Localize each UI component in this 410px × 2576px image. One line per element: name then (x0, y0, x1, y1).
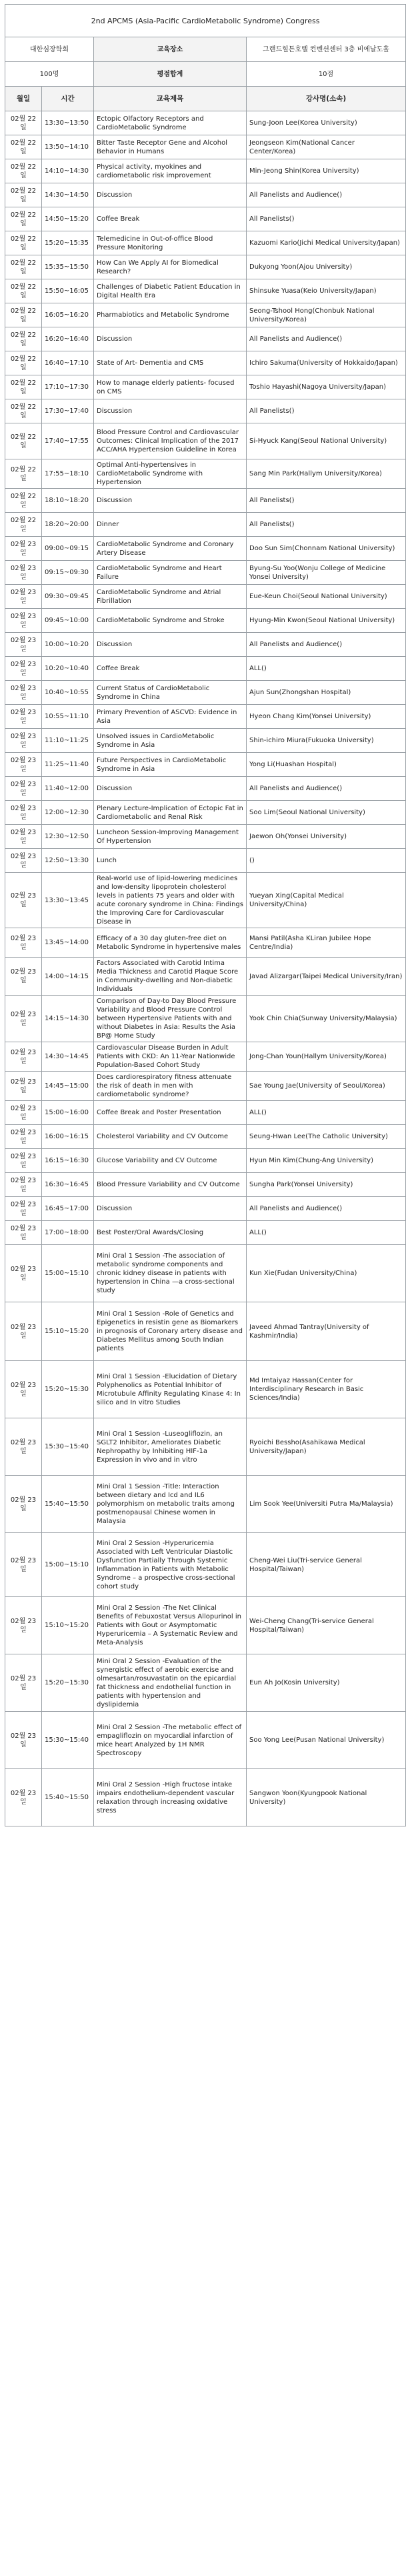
row-date: 02월 23일 (5, 1712, 42, 1769)
row-speaker: All Panelists() (247, 489, 406, 513)
row-time: 14:45~15:00 (42, 1072, 94, 1101)
row-time: 17:10~17:30 (42, 375, 94, 399)
row-speaker: Mansi Patil(Asha KLiran Jubilee Hope Centre/India) (247, 928, 406, 958)
row-subject: Mini Oral 1 Session -Luseogliflozin, an SGLT2 Inhibitor, Ameliorates Diabetic Nephropathy by Inhibiting HIF-1a Expression in vivo and in vitro (94, 1418, 247, 1476)
row-time: 09:00~09:15 (42, 537, 94, 561)
row-speaker: All Panelists and Audience() (247, 1197, 406, 1221)
row-speaker: Toshio Hayashi(Nagoya University/Japan) (247, 375, 406, 399)
row-time: 15:30~15:40 (42, 1418, 94, 1476)
row-date: 02월 22일 (5, 231, 42, 255)
row-date: 02월 22일 (5, 513, 42, 537)
table-row (5, 825, 406, 849)
table-row (5, 1042, 406, 1072)
row-subject: Cardiovascular Disease Burden in Adult Patients with CKD: An 11-Year Nationwide Population-Based Cohort Study (94, 1042, 247, 1072)
row-time: 16:40~17:10 (42, 351, 94, 375)
row-speaker: ALL() (247, 657, 406, 681)
table-row (5, 801, 406, 825)
row-subject: Physical activity, myokines and cardiometabolic risk improvement (94, 159, 247, 183)
header-subject: 교육제목 (94, 87, 247, 111)
row-subject: How to manage elderly patients- focused on CMS (94, 375, 247, 399)
row-time: 14:30~14:50 (42, 183, 94, 207)
row-date: 02월 22일 (5, 159, 42, 183)
row-time: 09:15~09:30 (42, 561, 94, 585)
row-speaker: Ryoichi Bessho(Asahikawa Medical University/Japan) (247, 1418, 406, 1476)
table-row (5, 303, 406, 327)
row-time: 17:00~18:00 (42, 1221, 94, 1245)
row-date: 02월 23일 (5, 958, 42, 996)
row-subject: CardioMetabolic Syndrome and Heart Failure (94, 561, 247, 585)
row-time: 12:00~12:30 (42, 801, 94, 825)
row-time: 14:00~14:15 (42, 958, 94, 996)
venue-value: 그랜드힐튼호텔 컨벤션센터 3층 비에날도홀 (247, 37, 406, 62)
row-date: 02월 23일 (5, 801, 42, 825)
table-row (5, 585, 406, 609)
row-date: 02월 23일 (5, 681, 42, 705)
row-subject: Discussion (94, 489, 247, 513)
row-time: 12:30~12:50 (42, 825, 94, 849)
table-row (5, 609, 406, 633)
row-date: 02월 22일 (5, 399, 42, 423)
row-date: 02월 23일 (5, 729, 42, 753)
row-time: 15:20~15:30 (42, 1654, 94, 1712)
row-speaker: ALL() (247, 1101, 406, 1125)
row-date: 02월 23일 (5, 537, 42, 561)
row-speaker: Kazuomi Kario(Jichi Medical University/Japan) (247, 231, 406, 255)
table-row (5, 1302, 406, 1361)
table-row (5, 183, 406, 207)
table-row (5, 633, 406, 657)
row-speaker: Eun Ah Jo(Kosin University) (247, 1654, 406, 1712)
row-time: 15:00~15:10 (42, 1533, 94, 1597)
row-time: 15:00~15:10 (42, 1245, 94, 1302)
table-row (5, 1197, 406, 1221)
row-speaker: Lim Sook Yee(Universiti Putra Ma/Malaysia) (247, 1476, 406, 1533)
row-subject: Mini Oral 1 Session -The association of metabolic syndrome components and chronic kidney disease in patients with hypertension in China —a cross-sectional study (94, 1245, 247, 1302)
row-time: 17:40~17:55 (42, 423, 94, 459)
row-date: 02월 23일 (5, 928, 42, 958)
row-time: 10:20~10:40 (42, 657, 94, 681)
row-speaker: Sae Young Jae(University of Seoul/Korea) (247, 1072, 406, 1101)
row-speaker: All Panelists and Audience() (247, 777, 406, 801)
row-date: 02월 22일 (5, 111, 42, 135)
row-subject: CardioMetabolic Syndrome and Stroke (94, 609, 247, 633)
row-subject: Optimal Anti-hypertensives in CardioMetabolic Syndrome with Hypertension (94, 459, 247, 489)
row-date: 02월 22일 (5, 423, 42, 459)
row-subject: Discussion (94, 399, 247, 423)
row-speaker: Wei-Cheng Chang(Tri-service General Hospital/Taiwan) (247, 1597, 406, 1654)
row-subject: Bitter Taste Receptor Gene and Alcohol Behavior in Humans (94, 135, 247, 159)
schedule-table (5, 4, 406, 1826)
table-row (5, 111, 406, 135)
row-date: 02월 23일 (5, 561, 42, 585)
row-subject: Pharmabiotics and Metabolic Syndrome (94, 303, 247, 327)
table-row (5, 399, 406, 423)
row-speaker: Byung-Su Yoo(Wonju College of Medicine Yonsei University) (247, 561, 406, 585)
row-speaker: Jaewon Oh(Yonsei University) (247, 825, 406, 849)
row-time: 13:45~14:00 (42, 928, 94, 958)
row-subject: Blood Pressure Control and Cardiovascular Outcomes: Clinical Implication of the 2017 ACC/AHA Hypertension Guideline in Korea (94, 423, 247, 459)
table-row (5, 375, 406, 399)
row-date: 02월 23일 (5, 1769, 42, 1826)
row-date: 02월 23일 (5, 1221, 42, 1245)
row-speaker: () (247, 849, 406, 873)
row-date: 02월 23일 (5, 1361, 42, 1418)
row-subject: Ectopic Olfactory Receptors and CardioMetabolic Syndrome (94, 111, 247, 135)
row-subject: Discussion (94, 183, 247, 207)
row-time: 10:40~10:55 (42, 681, 94, 705)
row-time: 16:15~16:30 (42, 1149, 94, 1173)
row-date: 02월 23일 (5, 1072, 42, 1101)
table-row (5, 996, 406, 1042)
row-date: 02월 22일 (5, 375, 42, 399)
row-subject: Telemedicine in Out-of-office Blood Pressure Monitoring (94, 231, 247, 255)
row-subject: Discussion (94, 1197, 247, 1221)
row-time: 16:00~16:15 (42, 1125, 94, 1149)
row-subject: Best Poster/Oral Awards/Closing (94, 1221, 247, 1245)
row-speaker: Cheng-Wei Liu(Tri-service General Hospital/Taiwan) (247, 1533, 406, 1597)
table-row (5, 657, 406, 681)
table-row (5, 777, 406, 801)
row-subject: CardioMetabolic Syndrome and Atrial Fibrillation (94, 585, 247, 609)
row-speaker: Doo Sun Sim(Chonnam National University) (247, 537, 406, 561)
row-subject: Efficacy of a 30 day gluten-free diet on Metabolic Syndrome in hypertensive males (94, 928, 247, 958)
row-time: 16:05~16:20 (42, 303, 94, 327)
table-row (5, 327, 406, 351)
row-date: 02월 22일 (5, 327, 42, 351)
table-row (5, 135, 406, 159)
table-row (5, 1361, 406, 1418)
points-value: 10점 (247, 62, 406, 87)
row-subject: Real-world use of lipid-lowering medicines and low-density lipoprotein cholesterol levels in patients 75 years and older with acute coronary syndrome in China: Findings the Improving Care for Cardiovascular Disease in (94, 873, 247, 928)
table-row (5, 561, 406, 585)
row-speaker: Soo Lim(Seoul National University) (247, 801, 406, 825)
row-time: 16:45~17:00 (42, 1197, 94, 1221)
row-time: 15:50~16:05 (42, 279, 94, 303)
table-row (5, 1072, 406, 1101)
row-date: 02월 22일 (5, 351, 42, 375)
row-date: 02월 23일 (5, 777, 42, 801)
table-row (5, 1173, 406, 1197)
table-row (5, 705, 406, 729)
row-speaker: Jong-Chan Youn(Hallym University/Korea) (247, 1042, 406, 1072)
document (5, 4, 405, 1826)
row-speaker: Min-Jeong Shin(Korea University) (247, 159, 406, 183)
row-time: 16:30~16:45 (42, 1173, 94, 1197)
header-speaker: 강사명(소속) (247, 87, 406, 111)
row-subject: Mini Oral 2 Session -High fructose intake impairs endothelium-dependent vascular relaxation through increasing oxidative stress (94, 1769, 247, 1826)
row-time: 15:20~15:35 (42, 231, 94, 255)
row-speaker: Hyeon Chang Kim(Yonsei University) (247, 705, 406, 729)
row-time: 15:30~15:40 (42, 1712, 94, 1769)
row-subject: Plenary Lecture-Implication of Ectopic Fat in Cardiometabolic and Renal Risk (94, 801, 247, 825)
row-speaker: Hyung-Min Kwon(Seoul National University) (247, 609, 406, 633)
row-date: 02월 23일 (5, 1597, 42, 1654)
row-speaker: Yueyan Xing(Capital Medical University/China) (247, 873, 406, 928)
row-speaker: Hyun Min Kim(Chung-Ang University) (247, 1149, 406, 1173)
table-row (5, 489, 406, 513)
info-row-credit (5, 62, 406, 87)
row-speaker: Javad Alizargar(Taipei Medical University/Iran) (247, 958, 406, 996)
row-speaker: Shin-ichiro Miura(Fukuoka University) (247, 729, 406, 753)
table-row (5, 849, 406, 873)
table-row (5, 1101, 406, 1125)
row-subject: Mini Oral 2 Session -Hyperuricemia Associated with Left Ventricular Diastolic Dysfunction Partially Through Systemic Inflammation in Patients with Metabolic Syndrome – a prospective cross-sectional cohort study (94, 1533, 247, 1597)
row-subject: Discussion (94, 777, 247, 801)
row-subject: Coffee Break (94, 207, 247, 231)
row-subject: Mini Oral 2 Session -The Net Clinical Benefits of Febuxostat Versus Allopurinol in Patients with Gout or Asymptomatic Hyperuricemia – A Systematic Review and Meta-Analysis (94, 1597, 247, 1654)
row-subject: CardioMetabolic Syndrome and Coronary Artery Disease (94, 537, 247, 561)
row-speaker: Javeed Ahmad Tantray(University of Kashmir/India) (247, 1302, 406, 1361)
row-speaker: Yook Chin Chia(Sunway University/Malaysia) (247, 996, 406, 1042)
row-date: 02월 23일 (5, 1042, 42, 1072)
row-date: 02월 22일 (5, 489, 42, 513)
row-subject: Comparison of Day-to Day Blood Pressure Variability and Blood Pressure Control between Hypertensive Patients with and without Diabetes in Asia: Results the Asia BP@ Home Study (94, 996, 247, 1042)
row-time: 14:50~15:20 (42, 207, 94, 231)
row-subject: Future Perspectives in CardioMetabolic Syndrome in Asia (94, 753, 247, 777)
row-time: 13:30~13:45 (42, 873, 94, 928)
row-date: 02월 23일 (5, 1197, 42, 1221)
row-date: 02월 22일 (5, 459, 42, 489)
table-row (5, 729, 406, 753)
table-row (5, 1769, 406, 1826)
row-time: 17:30~17:40 (42, 399, 94, 423)
header-date: 월일 (5, 87, 42, 111)
table-row (5, 1597, 406, 1654)
table-row (5, 207, 406, 231)
row-time: 11:40~12:00 (42, 777, 94, 801)
table-row (5, 459, 406, 489)
row-time: 13:50~14:10 (42, 135, 94, 159)
table-row (5, 279, 406, 303)
row-date: 02월 23일 (5, 1125, 42, 1149)
table-row (5, 1476, 406, 1533)
row-time: 15:00~16:00 (42, 1101, 94, 1125)
row-speaker: All Panelists and Audience() (247, 183, 406, 207)
table-row (5, 873, 406, 928)
table-row (5, 958, 406, 996)
table-row (5, 1221, 406, 1245)
table-row (5, 231, 406, 255)
row-date: 02월 22일 (5, 279, 42, 303)
row-date: 02월 23일 (5, 1101, 42, 1125)
table-row (5, 513, 406, 537)
row-subject: Current Status of CardioMetabolic Syndrome in China (94, 681, 247, 705)
row-date: 02월 23일 (5, 1173, 42, 1197)
credit-value: 100명 (5, 62, 94, 87)
row-speaker: All Panelists and Audience() (247, 327, 406, 351)
row-speaker: Kun Xie(Fudan University/China) (247, 1245, 406, 1302)
row-speaker: ALL() (247, 1221, 406, 1245)
row-time: 09:30~09:45 (42, 585, 94, 609)
row-date: 02월 23일 (5, 996, 42, 1042)
row-subject: Discussion (94, 327, 247, 351)
schedule-rows (5, 111, 406, 1826)
row-date: 02월 22일 (5, 183, 42, 207)
row-date: 02월 22일 (5, 303, 42, 327)
row-time: 10:00~10:20 (42, 633, 94, 657)
row-speaker: Si-Hyuck Kang(Seoul National University) (247, 423, 406, 459)
row-subject: How Can We Apply AI for Biomedical Research? (94, 255, 247, 279)
org-name: 대한심장학회 (5, 37, 94, 62)
row-time: 12:50~13:30 (42, 849, 94, 873)
row-time: 16:20~16:40 (42, 327, 94, 351)
row-date: 02월 23일 (5, 1476, 42, 1533)
row-subject: Blood Pressure Variability and CV Outcome (94, 1173, 247, 1197)
row-time: 10:55~11:10 (42, 705, 94, 729)
row-time: 09:45~10:00 (42, 609, 94, 633)
row-time: 15:20~15:30 (42, 1361, 94, 1418)
row-subject: Mini Oral 1 Session -Elucidation of Dietary Polyphenolics as Potential Inhibitor of Microtubule Affinity Regulating Kinase 4: In silico and In vitro Studies (94, 1361, 247, 1418)
row-time: 14:15~14:30 (42, 996, 94, 1042)
table-row (5, 1125, 406, 1149)
row-date: 02월 23일 (5, 1654, 42, 1712)
table-row (5, 1533, 406, 1597)
info-row-venue (5, 37, 406, 62)
row-date: 02월 23일 (5, 873, 42, 928)
row-speaker: Ajun Sun(Zhongshan Hospital) (247, 681, 406, 705)
table-row (5, 681, 406, 705)
row-time: 14:10~14:30 (42, 159, 94, 183)
row-speaker: Soo Yong Lee(Pusan National University) (247, 1712, 406, 1769)
table-row (5, 1149, 406, 1173)
row-time: 15:10~15:20 (42, 1597, 94, 1654)
row-subject: Mini Oral 1 Session -Title: Interaction between dietary and Icd and IL6 polymorphism on metabolic traits among postmenopausal Chinese women in Malaysia (94, 1476, 247, 1533)
table-row (5, 1418, 406, 1476)
row-time: 18:20~20:00 (42, 513, 94, 537)
table-row (5, 928, 406, 958)
row-speaker: All Panelists() (247, 207, 406, 231)
row-speaker: Sang Min Park(Hallym University/Korea) (247, 459, 406, 489)
title-row (5, 5, 406, 37)
row-subject: Luncheon Session-Improving Management Of Hypertension (94, 825, 247, 849)
row-speaker: Dukyong Yoon(Ajou University) (247, 255, 406, 279)
row-speaker: Shinsuke Yuasa(Keio University/Japan) (247, 279, 406, 303)
row-subject: Challenges of Diabetic Patient Education in Digital Health Era (94, 279, 247, 303)
row-speaker: Md Imtaiyaz Hassan(Center for Interdisciplinary Research in Basic Sciences/India) (247, 1361, 406, 1418)
header-row (5, 87, 406, 111)
row-speaker: Seung-Hwan Lee(The Catholic University) (247, 1125, 406, 1149)
row-time: 15:35~15:50 (42, 255, 94, 279)
row-date: 02월 23일 (5, 1418, 42, 1476)
table-row (5, 423, 406, 459)
table-row (5, 753, 406, 777)
row-subject: Coffee Break and Poster Presentation (94, 1101, 247, 1125)
row-date: 02월 23일 (5, 849, 42, 873)
congress-title: 2nd APCMS (Asia-Pacific CardioMetabolic Syndrome) Congress (5, 5, 406, 37)
table-row (5, 351, 406, 375)
row-speaker: Yong Li(Huashan Hospital) (247, 753, 406, 777)
row-speaker: All Panelists() (247, 513, 406, 537)
row-subject: Discussion (94, 633, 247, 657)
table-row (5, 159, 406, 183)
row-speaker: Sungha Park(Yonsei University) (247, 1173, 406, 1197)
row-time: 14:30~14:45 (42, 1042, 94, 1072)
row-subject: Mini Oral 2 Session -The metabolic effect of empagliflozin on myocardial infarction of mice heart Analyzed by 1H NMR Spectroscopy (94, 1712, 247, 1769)
row-time: 15:10~15:20 (42, 1302, 94, 1361)
row-time: 18:10~18:20 (42, 489, 94, 513)
row-time: 17:55~18:10 (42, 459, 94, 489)
row-date: 02월 23일 (5, 1149, 42, 1173)
header-time: 시간 (42, 87, 94, 111)
row-subject: Lunch (94, 849, 247, 873)
row-time: 11:10~11:25 (42, 729, 94, 753)
row-speaker: Seong-Tshool Hong(Chonbuk National University/Korea) (247, 303, 406, 327)
row-date: 02월 23일 (5, 609, 42, 633)
row-subject: Mini Oral 2 Session -Evaluation of the synergistic effect of aerobic exercise and olmesartan/rosuvastatin on the epicardial fat thickness and endothelial function in patients with hypertension and dyslipidemia (94, 1654, 247, 1712)
row-subject: Dinner (94, 513, 247, 537)
row-speaker: Jeongseon Kim(National Cancer Center/Korea) (247, 135, 406, 159)
row-date: 02월 23일 (5, 753, 42, 777)
row-date: 02월 23일 (5, 657, 42, 681)
table-row (5, 1654, 406, 1712)
row-date: 02월 23일 (5, 633, 42, 657)
row-subject: Primary Prevention of ASCVD: Evidence in Asia (94, 705, 247, 729)
row-time: 13:30~13:50 (42, 111, 94, 135)
row-date: 02월 23일 (5, 585, 42, 609)
row-date: 02월 22일 (5, 207, 42, 231)
row-subject: Factors Associated with Carotid Intima Media Thickness and Carotid Plaque Score in Community-dwelling and Non-diabetic Individuals (94, 958, 247, 996)
table-row (5, 537, 406, 561)
row-speaker: All Panelists and Audience() (247, 633, 406, 657)
row-date: 02월 22일 (5, 255, 42, 279)
row-speaker: Ichiro Sakuma(University of Hokkaido/Japan) (247, 351, 406, 375)
row-date: 02월 23일 (5, 1245, 42, 1302)
row-subject: Coffee Break (94, 657, 247, 681)
row-subject: Cholesterol Variability and CV Outcome (94, 1125, 247, 1149)
row-subject: Unsolved issues in CardioMetabolic Syndrome in Asia (94, 729, 247, 753)
row-subject: State of Art- Dementia and CMS (94, 351, 247, 375)
row-subject: Glucose Variability and CV Outcome (94, 1149, 247, 1173)
row-speaker: All Panelists() (247, 399, 406, 423)
row-time: 15:40~15:50 (42, 1769, 94, 1826)
row-date: 02월 23일 (5, 1302, 42, 1361)
row-speaker: Sangwon Yoon(Kyungpook National University) (247, 1769, 406, 1826)
points-label: 평점합계 (94, 62, 247, 87)
row-speaker: Eue-Keun Choi(Seoul National University) (247, 585, 406, 609)
row-time: 11:25~11:40 (42, 753, 94, 777)
row-speaker: Sung-Joon Lee(Korea University) (247, 111, 406, 135)
row-subject: Does cardiorespiratory fitness attenuate the risk of death in men with cardiometabolic syndrome? (94, 1072, 247, 1101)
row-date: 02월 23일 (5, 705, 42, 729)
row-date: 02월 23일 (5, 1533, 42, 1597)
row-date: 02월 23일 (5, 825, 42, 849)
row-time: 15:40~15:50 (42, 1476, 94, 1533)
row-date: 02월 22일 (5, 135, 42, 159)
row-subject: Mini Oral 1 Session -Role of Genetics and Epigenetics in resistin gene as Biomarkers in prognosis of Coronary artery disease and Diabetes Mellitus among South Indian patients (94, 1302, 247, 1361)
table-row (5, 1245, 406, 1302)
venue-label: 교육장소 (94, 37, 247, 62)
table-row (5, 255, 406, 279)
table-row (5, 1712, 406, 1769)
